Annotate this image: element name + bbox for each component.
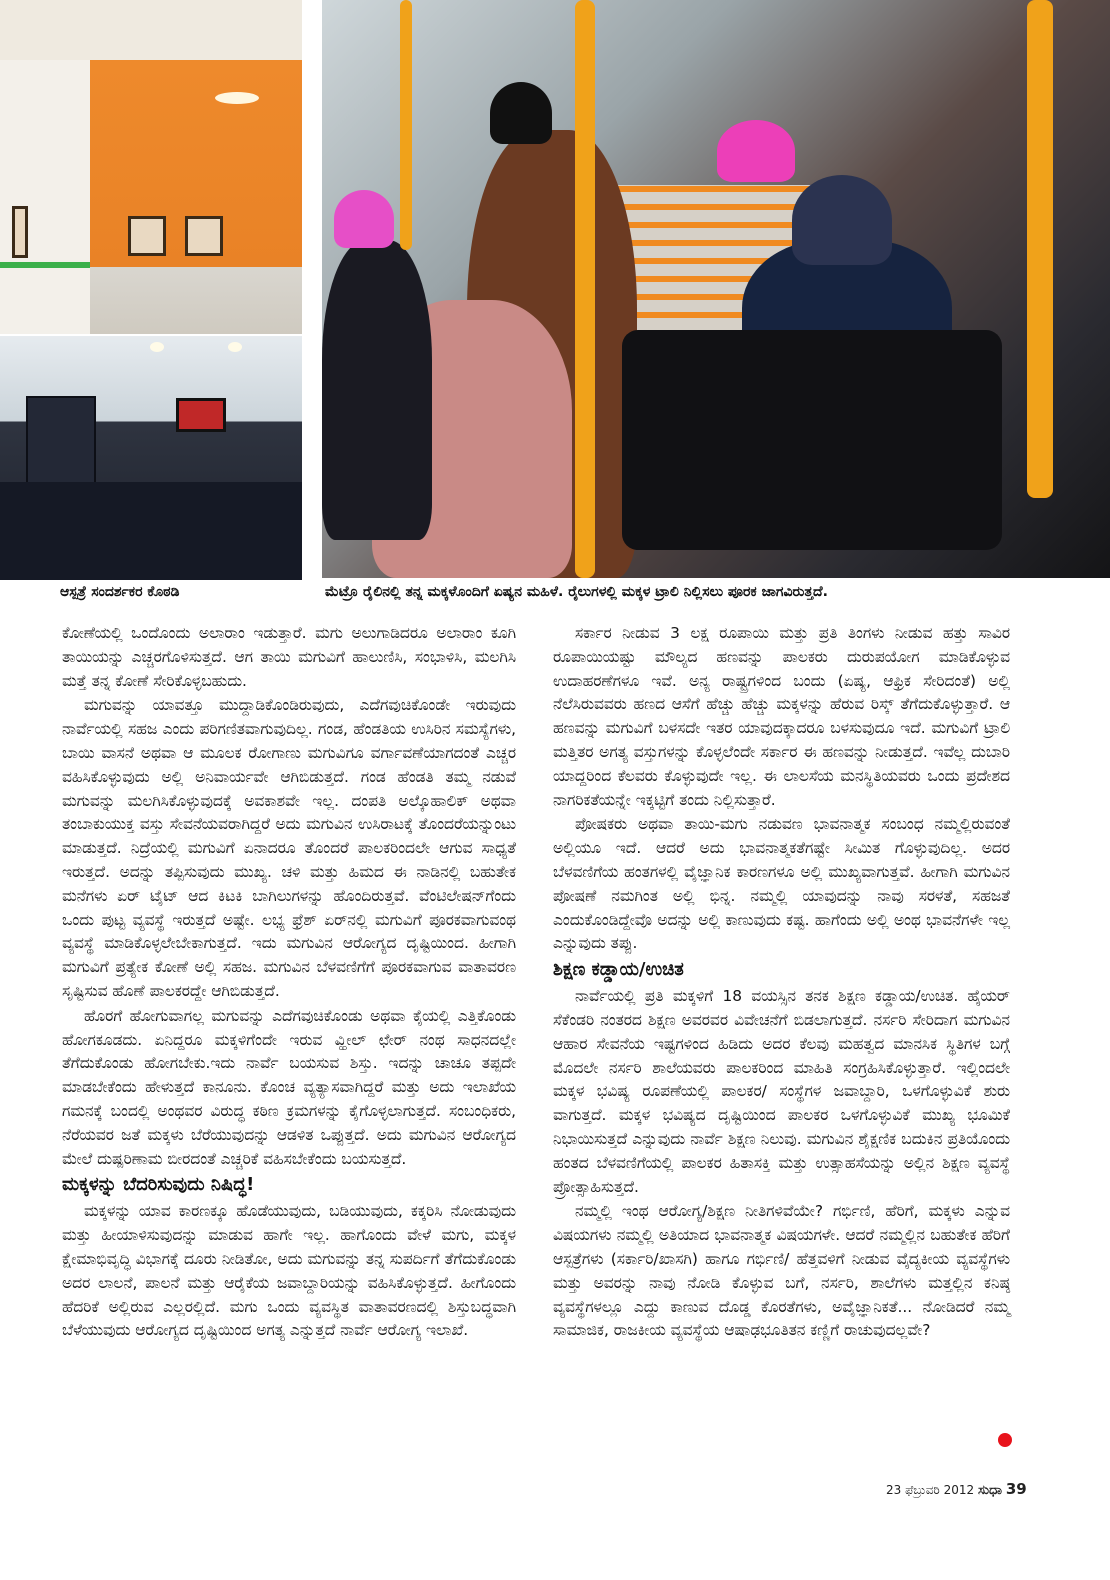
bookshelf	[26, 396, 96, 486]
child-figure	[322, 240, 432, 540]
handrail-pole	[1027, 0, 1053, 498]
page-number: 39	[1005, 1480, 1027, 1498]
photo-collage	[0, 0, 1110, 582]
end-of-article-dot-icon	[998, 1433, 1012, 1447]
paragraph: ಪೋಷಕರು ಅಥವಾ ತಾಯಿ-ಮಗು ನಡುವಣ ಭಾವನಾತ್ಮಕ ಸಂಬಂಧ ನಮ್ಮಲ್ಲಿರುವಂತೆ ಅಲ್ಲಿಯೂ ಇದೆ. ಆದರೆ ಅದು ಭಾವನಾತ್ಮಕತೆಗಷ್ಟೇ ಸೀಮಿತ ಗೊಳ್ಳುವುದಿಲ್ಲ. ಅದರ ಬೆಳವಣಿಗೆಯ ಹಂತಗಳಲ್ಲಿ ವೈಜ್ಞಾನಿಕ ಕಾರಣಗಳೂ ಅಲ್ಲಿ ಮುಖ್ಯವಾಗುತ್ತವೆ. ಹೀಗಾಗಿ ಮಗುವಿನ ಪೋಷಣೆ ನಮಗಿಂತ ಅಲ್ಲಿ ಭಿನ್ನ. ನಮ್ಮಲ್ಲಿ ಯಾವುದನ್ನು ನಾವು ಸರಳತೆ, ಸಹಜತೆ ಎಂದುಕೊಂಡಿದ್ದೇವೊ ಅದನ್ನು ಅಲ್ಲಿ ಕಾಣುವುದು ಕಷ್ಟ. ಹಾಗೆಂದು ಅಲ್ಲಿ ಅಂಥ ಭಾವನೆಗಳೇ ಇಲ್ಲ ಎನ್ನುವುದು ತಪ್ಪು.	[553, 815, 1010, 953]
paragraph: ಮಕ್ಕಳನ್ನು ಯಾವ ಕಾರಣಕ್ಕೂ ಹೊಡೆಯುವುದು, ಬಡಿಯುವುದು, ಕಕ್ಕರಿಸಿ ನೋಡುವುದು ಮತ್ತು ಹೀಯಾಳಿಸುವುದನ್ನು ಮಾಡುವ ಹಾಗೇ ಇಲ್ಲ. ಹಾಗೊಂದು ವೇಳೆ ಮಗು, ಮಕ್ಕಳ ಕ್ಷೇಮಾಭಿವೃದ್ಧಿ ವಿಭಾಗಕ್ಕೆ ದೂರು ನೀಡಿತೋ, ಅದು ಮಗುವನ್ನು ತನ್ನ ಸುಪರ್ದಿಗೆ ತೆಗೆದುಕೊಂಡು ಅದರ ಲಾಲನೆ, ಪಾಲನೆ ಮತ್ತು ಆರೈಕೆಯ ಜವಾಬ್ದಾರಿಯನ್ನು ವಹಿಸಿಕೊಳ್ಳುತ್ತದೆ. ಹೀಗೊಂದು ಹೆದರಿಕೆ ಅಲ್ಲಿರುವ ಎಲ್ಲರಲ್ಲಿದೆ. ಮಗು ಒಂದು ವ್ಯವಸ್ಥಿತ ವಾತಾವರಣದಲ್ಲಿ ಶಿಸ್ತುಬದ್ಧವಾಗಿ ಬೆಳೆಯುವುದು ಆರೋಗ್ಯದ ದೃಷ್ಟಿಯಿಂದ ಅಗತ್ಯ ಎನ್ನುತ್ತದೆ ನಾರ್ವೆ ಆರೋಗ್ಯ ಇಲಾಖೆ.	[62, 1202, 516, 1340]
ceiling	[0, 0, 302, 60]
wall-frame	[12, 206, 28, 258]
section-heading: ಮಕ್ಕಳನ್ನು ಬೆದರಿಸುವುದು ನಿಷಿದ್ಧ!	[62, 1174, 255, 1196]
television	[176, 398, 226, 432]
page-footer	[886, 1480, 1027, 1498]
wall-frame	[185, 216, 223, 256]
paragraph: ನಮ್ಮಲ್ಲಿ ಇಂಥ ಆರೋಗ್ಯ/ಶಿಕ್ಷಣ ನೀತಿಗಳಿವೆಯೇ? ಗರ್ಭಿಣಿ, ಹೆರಿಗೆ, ಮಕ್ಕಳು ಎನ್ನುವ ವಿಷಯಗಳು ನಮ್ಮಲ್ಲಿ ಅತಿಯಾದ ಭಾವನಾತ್ಮಕ ವಿಷಯಗಳೇ. ಆದರೆ ನಮ್ಮಲ್ಲಿನ ಬಹುತೇಕ ಹೆರಿಗೆ ಆಸ್ಪತ್ರೆಗಳು (ಸರ್ಕಾರಿ/ಖಾಸಗಿ) ಹಾಗೂ ಗರ್ಭಿಣಿ/ ಹೆತ್ತವಳಿಗೆ ನೀಡುವ ವೈದ್ಯಕೀಯ ವ್ಯವಸ್ಥೆಗಳು ಮತ್ತು ಅವರನ್ನು ನಾವು ನೋಡಿ ಕೊಳ್ಳುವ ಬಗೆ, ನರ್ಸರಿ, ಶಾಲೆಗಳು ಮತ್ತಲ್ಲಿನ ಕನಿಷ್ಠ ವ್ಯವಸ್ಥೆಗಳಲ್ಲೂ ಎದ್ದು ಕಾಣುವ ದೊಡ್ಡ ಕೊರತೆಗಳು, ಅವೈಜ್ಞಾನಿಕತೆ... ನೋಡಿದರೆ ನಮ್ಮ ಸಾಮಾಜಿಕ, ರಾಜಕೀಯ ವ್ಯವಸ್ಥೆಯ ಆಷಾಢಭೂತಿತನ ಕಣ್ಣಿಗೆ ರಾಚುವುದಲ್ಲವೇ?	[553, 1202, 1010, 1340]
paragraph: ನಾರ್ವೆಯಲ್ಲಿ ಪ್ರತಿ ಮಕ್ಕಳಿಗೆ 18 ವಯಸ್ಸಿನ ತನಕ ಶಿಕ್ಷಣ ಕಡ್ಡಾಯ/ಉಚಿತ. ಹೈಯರ್ ಸೆಕೆಂಡರಿ ನಂತರದ ಶಿಕ್ಷಣ ಅವರವರ ವಿವೇಚನೆಗೆ ಬಿಡಲಾಗುತ್ತದೆ. ನರ್ಸರಿ ಸೇರಿದಾಗ ಮಗುವಿನ ಆಹಾರ ಸೇವನೆಯ ಇಷ್ಟಗಳಿಂದ ಹಿಡಿದು ಅದರ ಕೆಲವು ಮಹತ್ವದ ಮಾನಸಿಕ ಸ್ಥಿತಿಗಳ ಬಗ್ಗೆ ಮೊದಲೇ ನರ್ಸರಿ ಶಾಲೆಯವರು ಪಾಲಕರಿಂದ ಮಾಹಿತಿ ಸಂಗ್ರಹಿಸಿಕೊಳ್ಳುತ್ತಾರೆ. ಇಲ್ಲಿಂದಲೇ ಮಕ್ಕಳ ಭವಿಷ್ಯ ರೂಪಣೆಯಲ್ಲಿ ಪಾಲಕರ/ ಸಂಸ್ಥೆಗಳ ಜವಾಬ್ದಾರಿ, ಒಳಗೊಳ್ಳುವಿಕೆ ಶುರು ವಾಗುತ್ತದೆ. ಮಕ್ಕಳ ಭವಿಷ್ಯದ ದೃಷ್ಟಿಯಿಂದ ಪಾಲಕರ ಒಳಗೊಳ್ಳುವಿಕೆ ಮುಖ್ಯ ಭೂಮಿಕೆ ನಿಭಾಯಿಸುತ್ತದೆ ಎನ್ನುವುದು ನಾರ್ವೆ ಶಿಕ್ಷಣ ನಿಲುವು. ಮಗುವಿನ ಶೈಕ್ಷಣಿಕ ಬದುಕಿನ ಪ್ರತಿಯೊಂದು ಹಂತದ ಬೆಳವಣಿಗೆಯಲ್ಲಿ ಪಾಲಕರ ಹಿತಾಸಕ್ತಿ ಮತ್ತು ಉತ್ಸಾಹಸೆಯನ್ನು ಅಲ್ಲಿನ ಶಿಕ್ಷಣ ವ್ಯವಸ್ಥೆ ಪ್ರೋತ್ಸಾಹಿಸುತ್ತದೆ.	[553, 987, 1010, 1196]
pink-hat	[717, 120, 795, 182]
baby-stroller	[622, 330, 1002, 550]
handrail-pole	[400, 0, 412, 250]
photo-caption-left: ಆಸ್ಪತ್ರೆ ಸಂದರ್ಶಕರ ಕೊಠಡಿ	[60, 584, 180, 600]
issue-date: 23 ಫೆಬ್ರುವರಿ 2012	[886, 1483, 975, 1497]
ceiling-light	[215, 92, 259, 104]
ceiling-light	[228, 342, 242, 352]
white-wall	[0, 60, 90, 334]
article-column-right	[553, 622, 1010, 1344]
paragraph: ಕೋಣೆಯಲ್ಲಿ ಒಂದೊಂದು ಅಲಾರಾಂ ಇಡುತ್ತಾರೆ. ಮಗು ಅಲುಗಾಡಿದರೂ ಅಲಾರಾಂ ಕೂಗಿ ತಾಯಿಯನ್ನು ಎಚ್ಚರಗೊಳಿಸುತ್ತದೆ. ಆಗ ತಾಯಿ ಮಗುವಿಗೆ ಹಾಲುಣಿಸಿ, ಸಂಭಾಳಿಸಿ, ಮಲಗಿಸಿ ಮತ್ತೆ ತನ್ನ ಕೋಣೆ ಸೇರಿಕೊಳ್ಳಬಹುದು.	[62, 624, 516, 690]
metro-train-mother-children-photo	[322, 0, 1110, 578]
article-column-left	[62, 622, 516, 1344]
knit-hat	[792, 175, 892, 265]
ceiling-light	[150, 342, 164, 352]
photo-caption-right: ಮೆಟ್ರೊ ರೈಲಿನಲ್ಲಿ ತನ್ನ ಮಕ್ಕಳೊಂದಿಗೆ ಏಷ್ಯನ ಮಹಿಳೆ. ರೈಲುಗಳಲ್ಲಿ ಮಕ್ಕಳ ಟ್ರಾಲಿ ನಿಲ್ಲಿಸಲು ಪೂರಕ ಜಾಗವಿರುತ್ತದೆ.	[325, 584, 828, 600]
paragraph: ಸರ್ಕಾರ ನೀಡುವ 3 ಲಕ್ಷ ರೂಪಾಯಿ ಮತ್ತು ಪ್ರತಿ ತಿಂಗಳು ನೀಡುವ ಹತ್ತು ಸಾವಿರ ರೂಪಾಯಿಯಷ್ಟು ಮೌಲ್ಯದ ಹಣವನ್ನು ಪಾಲಕರು ದುರುಪಯೋಗ ಮಾಡಿಕೊಳ್ಳುವ ಉದಾಹರಣೆಗಳೂ ಇವೆ. ಅನ್ಯ ರಾಷ್ಟ್ರಗಳಿಂದ ಬಂದು (ಏಷ್ಯ, ಆಫ್ರಿಕ ಸೇರಿದಂತೆ) ಅಲ್ಲಿ ನೆಲೆಸಿರುವವರು ಹಣದ ಆಸೆಗೆ ಹೆಚ್ಚು ಹೆಚ್ಚು ಮಕ್ಕಳನ್ನು ಹೆರುವ ರಿಸ್ಕ್ ತೆಗೆದುಕೊಳ್ಳುತ್ತಾರೆ. ಆ ಹಣವನ್ನು ಮಗುವಿಗೆ ಬಳಸದೇ ಇತರ ಯಾವುದಕ್ಕಾದರೂ ಬಳಸುವುದೂ ಇದೆ. ಮಗುವಿಗೆ ಟ್ರಾಲಿ ಮತ್ತಿತರ ಅಗತ್ಯ ವಸ್ತುಗಳನ್ನು ಕೊಳ್ಳಲೆಂದೇ ಸರ್ಕಾರ ಈ ಹಣವನ್ನು ನೀಡುತ್ತದೆ. ಇವೆಲ್ಲ ದುಬಾರಿ ಯಾದ್ದರಿಂದ ಕೆಲವರು ಕೊಳ್ಳುವುದೇ ಇಲ್ಲ. ಈ ಲಾಲಸೆಯ ಮನಸ್ಥಿತಿಯವರು ಒಂದು ಪ್ರದೇಶದ ನಾಗರಿಕತೆಯನ್ನೇ ಇಕ್ಕಟ್ಟಿಗೆ ತಂದು ನಿಲ್ಲಿಸುತ್ತಾರೆ.	[553, 624, 1010, 809]
green-wall-stripe	[0, 262, 90, 268]
paragraph: ಹೊರಗೆ ಹೋಗುವಾಗಲ್ಲ ಮಗುವನ್ನು ಎದೆಗವುಚಿಕೊಂಡು ಅಥವಾ ಕೈಯಲ್ಲಿ ಎತ್ತಿಕೊಂಡು ಹೋಗಕೂಡದು. ಏನಿದ್ದರೂ ಮಕ್ಕಳಿಗೆಂದೇ ಇರುವ ವ್ಹೀಲ್ ಛೇರ್ ನಂಥ ಸಾಧನದಲ್ಲೇ ತೆಗೆದುಕೊಂಡು ಹೋಗಬೇಕು.ಇದು ನಾರ್ವೆ ಬಯಸುವ ಶಿಸ್ತು. ಇದನ್ನು ಚಾಚೂ ತಪ್ಪದೇ ಮಾಡಬೇಕೆಂದು ಹೇಳುತ್ತದೆ ಕಾನೂನು. ಕೊಂಚ ವ್ಯತ್ಯಾಸವಾಗಿದ್ದರೆ ಮತ್ತು ಅದು ಇಲಾಖೆಯ ಗಮನಕ್ಕೆ ಬಂದಲ್ಲಿ ಅಂಥವರ ವಿರುದ್ಧ ಕಠಿಣ ಕ್ರಮಗಳನ್ನು ಕೈಗೊಳ್ಳಲಾಗುತ್ತದೆ. ಸಂಬಂಧಿಕರು, ನೆರೆಯವರ ಜತೆ ಮಕ್ಕಳು ಬೆರೆಯುವುದನ್ನು ಆಡಳಿತ ಒಪ್ಪುತ್ತದೆ. ಅದು ಮಗುವಿನ ಆರೋಗ್ಯದ ಮೇಲೆ ದುಷ್ಪರಿಣಾಮ ಬೀರದಂತೆ ಎಚ್ಚರಿಕೆ ವಹಿಸಬೇಕೆಂದು ಬಯಸುತ್ತದೆ.	[62, 1006, 516, 1168]
wall-frame	[128, 216, 166, 256]
hospital-visitor-room-photo	[0, 0, 302, 334]
pink-hat	[334, 190, 394, 248]
handrail-pole	[575, 0, 595, 578]
black-headscarf	[490, 82, 552, 144]
paragraph: ಮಗುವನ್ನು ಯಾವತ್ತೂ ಮುದ್ದಾಡಿಕೊಂಡಿರುವುದು, ಎದೆಗವುಚಿಕೊಂಡೇ ಇರುವುದು ನಾರ್ವೆಯಲ್ಲಿ ಸಹಜ ಎಂದು ಪರಿಗಣಿತವಾಗುವುದಿಲ್ಲ. ಗಂಡ, ಹೆಂಡತಿಯ ಉಸಿರಿನ ಸಮಸ್ಯೆಗಳು, ಬಾಯಿ ವಾಸನೆ ಅಥವಾ ಆ ಮೂಲಕ ರೋಗಾಣು ಮಗುವಿಗೂ ವರ್ಗಾವಣೆಯಾಗದಂತೆ ಎಚ್ಚರ ವಹಿಸಿಕೊಳ್ಳುವುದು ಅಲ್ಲಿ ಅನಿವಾರ್ಯವೇ ಆಗಿಬಿಡುತ್ತದೆ. ಗಂಡ ಹೆಂಡತಿ ತಮ್ಮ ನಡುವೆ ಮಗುವನ್ನು ಮಲಗಿಸಿಕೊಳ್ಳುವುದಕ್ಕೆ ಅವಕಾಶವೇ ಇಲ್ಲ. ದಂಪತಿ ಅಲ್ಕೊಹಾಲಿಕ್ ಅಥವಾ ತಂಬಾಕುಯುಕ್ತ ವಸ್ತು ಸೇವನೆಯವರಾಗಿದ್ದರೆ ಅದು ಮಗುವಿನ ಉಸಿರಾಟಕ್ಕೆ ತೊಂದರೆಯನ್ನುಂಟು ಮಾಡುತ್ತದೆ. ನಿದ್ರೆಯಲ್ಲಿ ಮಗುವಿಗೆ ಏನಾದರೂ ತೊಂದರೆ ಪಾಲಕರಿಂದಲೇ ಆಗುವ ಸಾಧ್ಯತೆ ಇರುತ್ತದೆ. ಅದನ್ನು ತಪ್ಪಿಸುವುದು ಮುಖ್ಯ. ಚಳಿ ಮತ್ತು ಹಿಮದ ಈ ನಾಡಿನಲ್ಲಿ ಬಹುತೇಕ ಮನೆಗಳು ಏರ್ ಟೈಟ್ ಆದ ಕಿಟಕಿ ಬಾಗಿಲುಗಳನ್ನು ಹೊಂದಿರುತ್ತವೆ. ವೆಂಟಿಲೇಷನ್‌ಗೆಂದು ಒಂದು ಪುಟ್ಟ ವ್ಯವಸ್ಥೆ ಇರುತ್ತದೆ ಅಷ್ಟೇ. ಲಭ್ಯ ಫ್ರೆಶ್ ಏರ್‌ನಲ್ಲಿ ಮಗುವಿಗೆ ಪೂರಕವಾಗುವಂಥ ವ್ಯವಸ್ಥೆ ಮಾಡಿಕೊಳ್ಳಲೇಬೇಕಾಗುತ್ತದೆ. ಇದು ಮಗುವಿನ ಆರೋಗ್ಯದ ದೃಷ್ಟಿಯಿಂದ. ಹೀಗಾಗಿ ಮಗುವಿಗೆ ಪ್ರತ್ಯೇಕ ಕೋಣೆ ಅಲ್ಲಿ ಸಹಜ. ಮಗುವಿನ ಬೆಳವಣಿಗೆಗೆ ಪೂರಕವಾಗುವ ವಾತಾವರಣ ಸೃಷ್ಟಿಸುವ ಹೊಣೆ ಪಾಲಕರದ್ದೇ ಆಗಿಬಿಡುತ್ತದೆ.	[62, 696, 516, 1000]
section-heading: ಶಿಕ್ಷಣ ಕಡ್ಡಾಯ/ಉಚಿತ	[553, 959, 684, 981]
sofa	[0, 482, 302, 580]
waiting-lounge-photo	[0, 336, 302, 580]
magazine-name: ಸುಧಾ	[977, 1483, 1002, 1498]
